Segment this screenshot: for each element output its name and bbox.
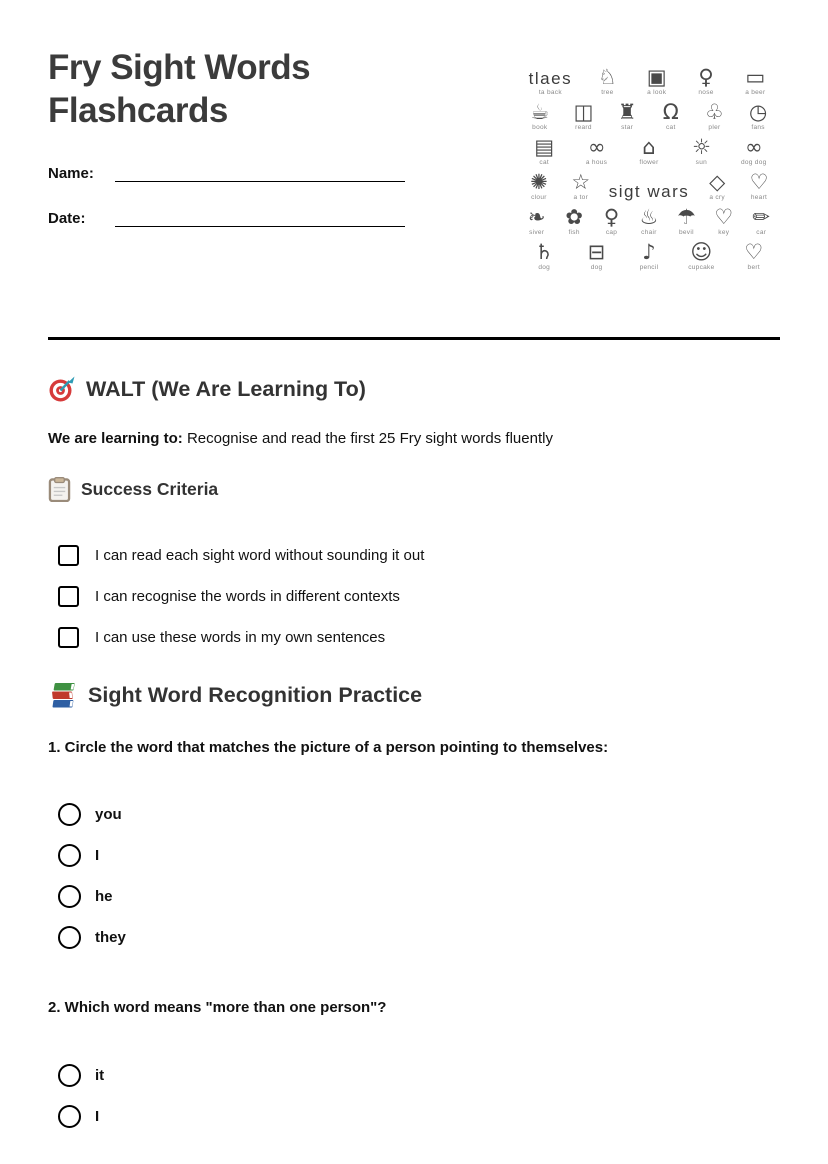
clock-icon: ◷ [748, 100, 768, 125]
heart-icon: ♡ [744, 240, 764, 265]
question-1-text: 1. Circle the word that matches the picture of a person pointing to themselves: [48, 739, 609, 756]
clipart-item-label: pencil [639, 264, 659, 272]
clipart-item-label: cap [605, 229, 618, 237]
date-label: Date: [48, 209, 86, 227]
clipart-item-label: a cry [709, 194, 725, 202]
flashcards-illustration [518, 66, 780, 314]
worksheet-page [0, 46, 828, 1128]
clipart-cell [598, 206, 626, 236]
bicycle-icon: ∞ [745, 135, 763, 160]
clipart-row [518, 66, 780, 96]
pencil-icon: ✏ [752, 205, 771, 230]
clipart-cell [583, 136, 611, 166]
q1-radio-they[interactable] [58, 926, 81, 949]
clipart-cell [523, 206, 551, 236]
briefcase-icon: ▭ [745, 65, 766, 89]
clipart-item-label: bert [747, 264, 760, 272]
tree-icon: ♧ [705, 100, 724, 125]
title-block [48, 46, 498, 314]
learning-objective [48, 430, 780, 447]
criteria-row [58, 544, 780, 566]
clipart-cell [530, 136, 558, 166]
clipart-cell [560, 206, 588, 236]
q2-radio-it[interactable] [58, 1064, 81, 1087]
learning-objective-prefix: We are learning to: [48, 430, 183, 447]
criteria-label: I can use these words in my own sentences [95, 628, 386, 646]
sun-wheel-icon: ☼ [691, 135, 711, 160]
option-row [58, 884, 780, 908]
option-label: it [95, 1066, 105, 1084]
option-row [58, 1063, 780, 1087]
clipart-item-label: tree [601, 89, 614, 97]
name-field-row [48, 160, 498, 182]
clipart-row [518, 171, 780, 201]
date-field-row [48, 205, 498, 227]
clipart-caption: sigt wars [608, 182, 690, 202]
clipart-cell [741, 66, 769, 96]
clipart-cell [744, 101, 772, 131]
clipart-cell [687, 136, 715, 166]
car-icon: ⊟ [587, 240, 606, 265]
clipart-cell [710, 206, 738, 236]
success-criteria-heading-row [48, 477, 780, 502]
clipart-cell [635, 206, 663, 236]
success-criteria-heading: Success Criteria [81, 479, 219, 499]
clipart-cell [687, 241, 715, 271]
clipart-item-label: chair [641, 229, 657, 237]
clipart-cell [526, 101, 554, 131]
bicycle-icon: ∞ [587, 135, 606, 160]
q1-radio-you[interactable] [58, 803, 81, 826]
option-label: I [95, 846, 100, 864]
heart-icon: ♡ [714, 205, 734, 230]
criteria-label: I can read each sight word without sounding it out [95, 546, 425, 564]
question-1-options [58, 802, 780, 949]
clipart-cell [567, 171, 595, 201]
clipart-row [518, 101, 780, 131]
star-icon: ☆ [571, 170, 591, 195]
criteria-row [58, 626, 780, 648]
option-label: I [95, 1107, 100, 1125]
clipart-item-label: clour [531, 194, 547, 202]
q1-radio-he[interactable] [58, 885, 81, 908]
clipart-item-label: reard [575, 124, 592, 132]
clipart-item-label: star [621, 124, 634, 132]
clipart-cell [613, 101, 641, 131]
clipart-cell [700, 101, 728, 131]
flashcards-icon: ▤ [534, 135, 555, 160]
clipart-caption-sub: ta back [538, 89, 562, 97]
clipart-item-label: dog dog [740, 159, 767, 167]
target-icon [48, 376, 75, 403]
practice-heading-row [48, 682, 780, 709]
clipart-cell [525, 171, 553, 201]
lock-icon: Ω [662, 100, 679, 125]
clipart-item-label: fish [568, 229, 580, 237]
dog-icon: ♘ [597, 65, 617, 89]
page-title: Fry Sight Words Flashcards [48, 48, 311, 131]
clipart-cell [692, 66, 720, 96]
house-icon: ⌂ [642, 135, 656, 160]
question-2-options [58, 1063, 780, 1128]
clipart-cell [740, 136, 768, 166]
clipart-item-label: pler [708, 124, 721, 132]
clipart-cell [672, 206, 700, 236]
teapot-icon: ☕ [530, 100, 550, 125]
clipart-item-label: bevil [678, 229, 694, 237]
heart-icon: ♡ [749, 170, 769, 195]
balloon-icon: ♀ [698, 65, 714, 89]
question-2-block [48, 999, 780, 1128]
clipart-cell [740, 241, 768, 271]
option-label: you [95, 805, 122, 823]
armchair-icon: ♄ [534, 240, 554, 265]
clipart-item-label: dog [590, 264, 603, 272]
header [48, 46, 780, 314]
clipart-item-label: fans [751, 124, 765, 132]
walt-heading: WALT (We Are Learning To) [86, 377, 366, 401]
clipart-item-label: siver [529, 229, 545, 237]
section-divider [48, 337, 780, 340]
rattle-icon: ♪ [642, 240, 656, 265]
criteria-label: I can recognise the words in different contexts [95, 587, 400, 605]
flower-icon: ✿ [565, 205, 583, 230]
q1-radio-i[interactable] [58, 844, 81, 867]
clipart-item-label: a tor [573, 194, 589, 202]
option-row [58, 802, 780, 826]
clipart-cell [593, 66, 621, 96]
clipart-item-label: a look [647, 89, 667, 97]
chair-icon: ♜ [617, 100, 637, 125]
option-label: he [95, 887, 113, 905]
clipart-item-label: book [532, 124, 548, 132]
balloon-icon: ♀ [603, 205, 620, 230]
option-row [58, 1104, 780, 1128]
option-row [58, 843, 780, 867]
criteria-checkbox-1[interactable] [58, 545, 79, 566]
clipart-cell [703, 171, 731, 201]
cupcake-icon: ♨ [639, 205, 659, 230]
clipart-cell [635, 241, 663, 271]
question-1-block [48, 739, 780, 949]
clipart-cell [745, 171, 773, 201]
name-input-line[interactable] [115, 162, 405, 182]
clipart-item-label: car [756, 229, 767, 237]
option-label: they [95, 928, 126, 946]
criteria-row [58, 585, 780, 607]
clipart-cell [643, 66, 671, 96]
clipart-item-label: cat [539, 159, 549, 167]
clipboard-icon [48, 477, 71, 502]
clipart-cell [583, 241, 611, 271]
date-input-line[interactable] [115, 207, 405, 227]
kite-icon: ◇ [709, 170, 726, 195]
sun-icon: ✺ [530, 170, 548, 195]
criteria-checkbox-2[interactable] [58, 586, 79, 607]
practice-heading: Sight Word Recognition Practice [88, 683, 423, 707]
question-2-text: 2. Which word means "more than one person"? [48, 999, 387, 1016]
clipart-cell [530, 241, 558, 271]
clipart-row [518, 206, 780, 236]
clipart-cell [635, 136, 663, 166]
clipart-item-label: cat [666, 124, 676, 132]
walt-heading-row [48, 376, 780, 403]
clipart-cell [657, 101, 685, 131]
clipart-item-label: heart [750, 194, 768, 202]
blowfish-icon: ☺ [690, 240, 713, 265]
criteria-checkbox-3[interactable] [58, 627, 79, 648]
q2-radio-i[interactable] [58, 1105, 81, 1128]
clipart-row [518, 136, 780, 166]
clipart-item-label: flower [639, 159, 659, 167]
clipart-item-label: a beer [745, 89, 766, 97]
clipart-item-label: key [718, 229, 730, 237]
clipart-cell [529, 70, 572, 96]
open-book-icon: ◫ [573, 100, 594, 125]
clipart-item-label: dog [538, 264, 551, 272]
clipart-item-label: nose [698, 89, 714, 97]
books-icon [48, 682, 77, 709]
clipart-caption: tlaes [528, 69, 573, 89]
clipart-cell [609, 183, 690, 201]
bird-icon: ❧ [527, 205, 546, 230]
clipart-cell [569, 101, 597, 131]
success-criteria-list [58, 544, 780, 648]
option-row [58, 925, 780, 949]
parasol-icon: ☂ [676, 205, 696, 230]
clipart-item-label: sun [695, 159, 708, 167]
cube-icon: ▣ [646, 65, 667, 89]
learning-objective-text: Recognise and read the first 25 Fry sight words fluently [186, 430, 553, 447]
clipart-row [518, 241, 780, 271]
clipart-item-label: a hous [585, 159, 608, 167]
clipart-item-label: cupcake [688, 264, 715, 272]
clipart-cell [747, 206, 775, 236]
name-label: Name: [48, 164, 94, 182]
